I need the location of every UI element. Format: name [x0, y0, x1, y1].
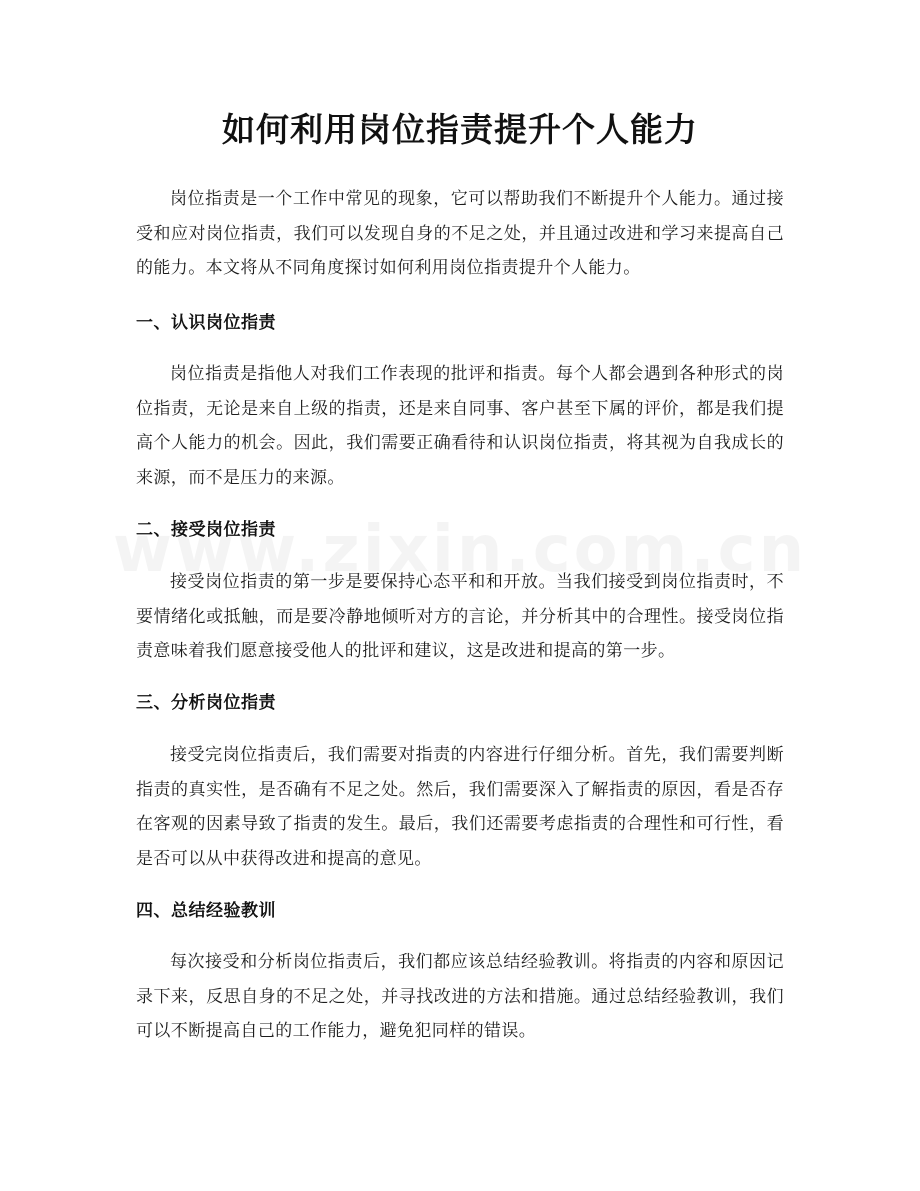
section-body-4: 每次接受和分析岗位指责后，我们都应该总结经验教训。将指责的内容和原因记录下来，反思自身的不足之处，并寻找改进的方法和措施。通过总结经验教训，我们可以不断提高自己的工作能力，避免犯同样的错误。	[136, 952, 784, 1041]
section-heading-1: 一、认识岗位指责	[136, 313, 276, 333]
section-body-1: 岗位指责是指他人对我们工作表现的批评和指责。每个人都会遇到各种形式的岗位指责，无论是来自上级的指责，还是来自同事、客户甚至下属的评价，都是我们提高个人能力的机会。因此，我们需要正确看待和认识岗位指责，将其视为自我成长的来源，而不是压力的来源。	[136, 364, 784, 488]
document-title: 如何利用岗位指责提升个人能力	[222, 110, 698, 149]
section-body-2: 接受岗位指责的第一步是要保持心态平和和开放。当我们接受到岗位指责时，不要情绪化或抵触，而是要冷静地倾听对方的言论，并分析其中的合理性。接受岗位指责意味着我们愿意接受他人的批评和建议，这是改进和提高的第一步。	[136, 572, 784, 661]
section-heading-4: 四、总结经验教训	[136, 901, 276, 921]
section-heading-2: 二、接受岗位指责	[136, 520, 276, 540]
intro-paragraph: 岗位指责是一个工作中常见的现象，它可以帮助我们不断提升个人能力。通过接受和应对岗位指责，我们可以发现自身的不足之处，并且通过改进和学习来提高自己的能力。本文将从不同角度探讨如何利用岗位指责提升个人能力。	[136, 189, 784, 278]
section-body-3: 接受完岗位指责后，我们需要对指责的内容进行仔细分析。首先，我们需要判断指责的真实性，是否确有不足之处。然后，我们需要深入了解指责的原因，看是否存在客观的因素导致了指责的发生。最后，我们还需要考虑指责的合理性和可行性，看是否可以从中获得改进和提高的意见。	[136, 745, 784, 869]
section-heading-3: 三、分析岗位指责	[136, 693, 276, 713]
